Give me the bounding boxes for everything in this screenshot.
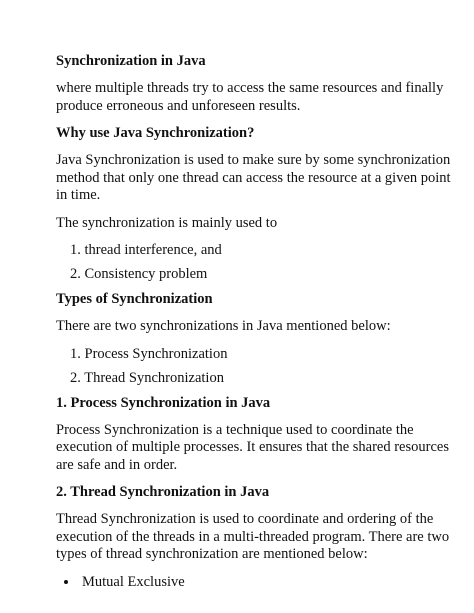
- list-item: 1. Process Synchronization: [70, 345, 228, 362]
- intro-paragraph: where multiple threads try to access the same resources and finally produce erroneous and unforeseen results.: [56, 80, 444, 114]
- bullet-list-item: [56, 574, 456, 591]
- thread-heading: 2. Thread Synchronization in Java: [56, 484, 270, 500]
- bullet-icon: [64, 580, 68, 584]
- why-paragraph: Java Synchronization is used to make sure by some synchronization method that only one thread can access the resource at a given point in time.: [56, 152, 451, 203]
- document-title: Synchronization in Java: [56, 53, 206, 69]
- process-heading: 1. Process Synchronization in Java: [56, 394, 271, 411]
- bullet-item-label: Mutual Exclusive: [82, 573, 185, 590]
- process-paragraph: Process Synchronization is a technique used to coordinate the execution of multiple processes. It ensures that the shared resources are safe and in order.: [56, 421, 449, 473]
- types-paragraph: There are two synchronizations in Java mentioned below:: [56, 318, 391, 334]
- uses-list: [56, 242, 456, 283]
- why-heading: Why use Java Synchronization?: [56, 125, 255, 141]
- list-item: 2. Thread Synchronization: [70, 369, 224, 386]
- types-list: [56, 346, 456, 387]
- list-item: 2. Consistency problem: [70, 266, 208, 282]
- types-heading: Types of Synchronization: [56, 291, 213, 307]
- document-page: [56, 53, 456, 591]
- list-item: 1. thread interference, and: [70, 242, 222, 258]
- mainly-used-paragraph: The synchronization is mainly used to: [56, 214, 278, 231]
- thread-paragraph: Thread Synchronization is used to coordinate and ordering of the execution of the threads in a multi-threaded program. There are two types of thread synchronization are mentioned below:: [56, 511, 450, 562]
